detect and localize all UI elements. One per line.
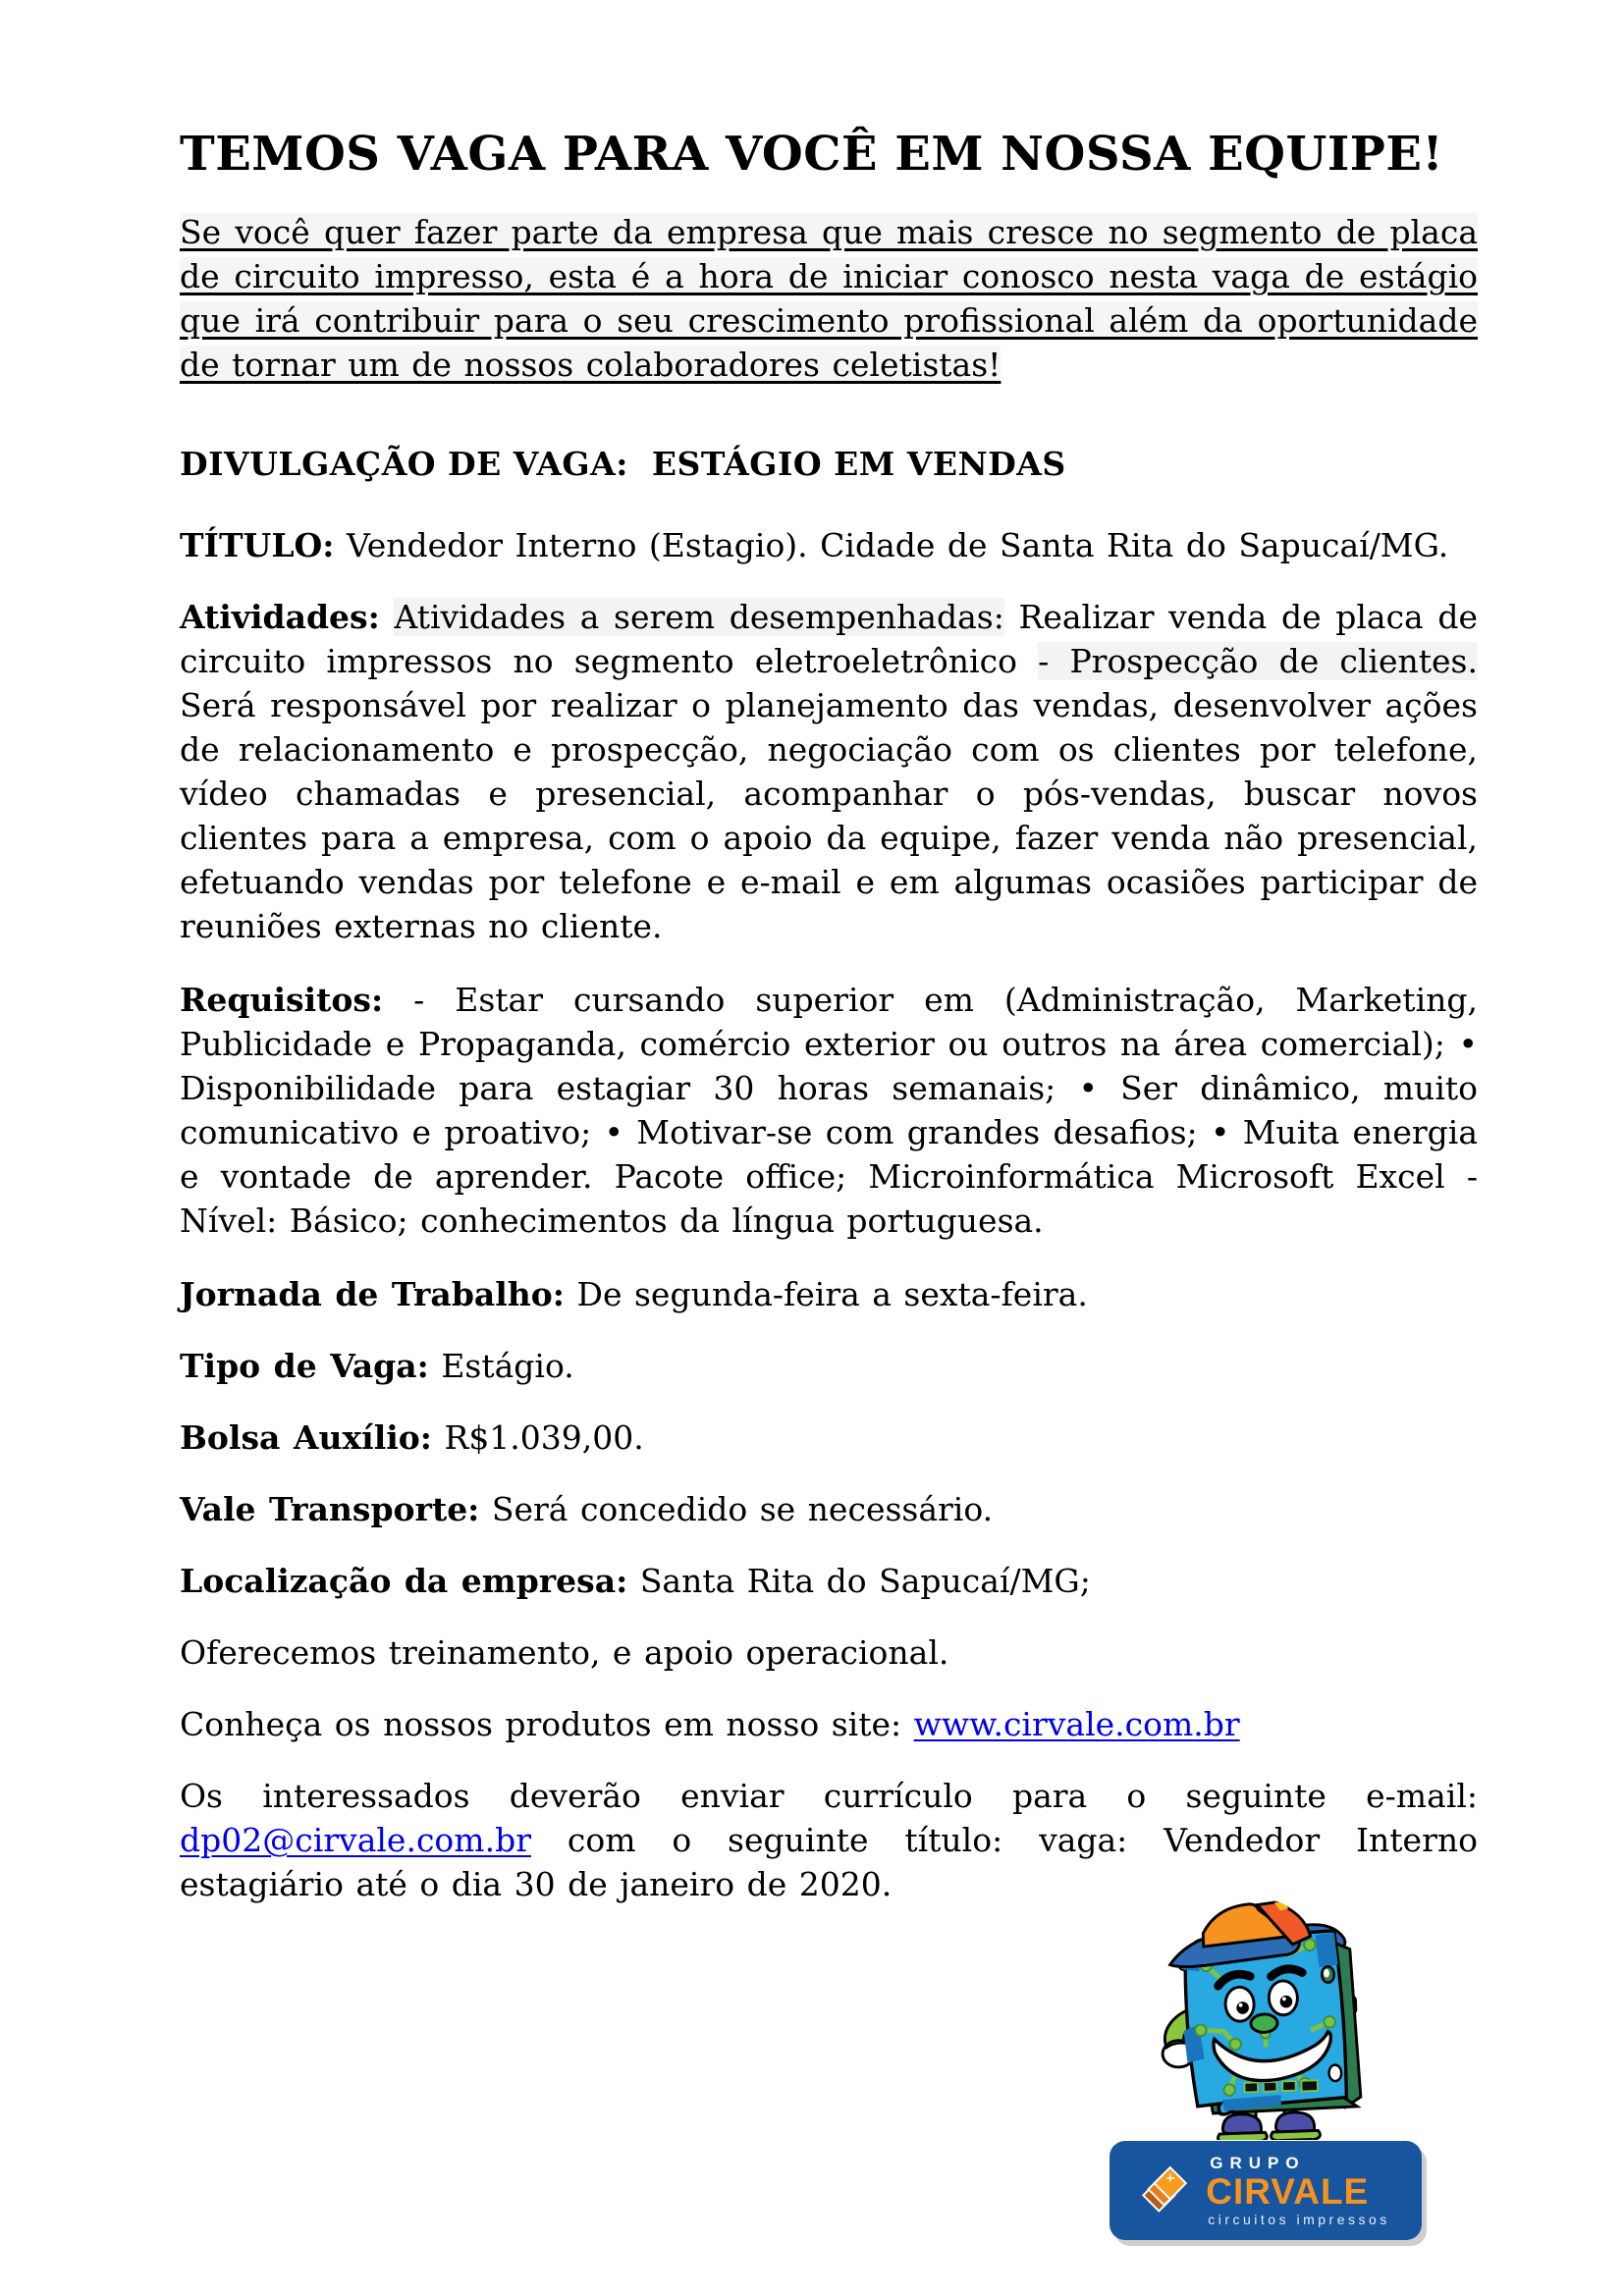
requisitos-value: - Estar cursando superior em (Administração, Marketing, Publicidade e Propaganda, comércio exterior ou outros na área comercial); • Disponibilidade para estagiar 30 horas semanais; • Ser dinâmico, muito comunicativo e proativo; • Motivar-se com grandes desafios; • Muita energia e vontade de aprender. Pacote office; Microinformática Microsoft Excel - Nível: Básico; conhecimentos da língua portuguesa. [180,981,1478,1240]
atividades-highlight-1: Atividades a serem desempenhadas: [394,598,1004,636]
website-link[interactable]: www.cirvale.com.br [913,1705,1240,1743]
cirvale-mascot-illustration [1151,1887,1379,2140]
atividades-text-middle: Realizar venda de placa de circuito impressos no segmento eletroeletrônico [180,598,1479,680]
paragraph-oferecemos: Oferecemos treinamento, e apoio operacional. [180,1633,949,1672]
tipo-vaga-label: Tipo de Vaga: [180,1347,429,1385]
field-vale-transporte [180,1487,1478,1531]
logo-grupo-text: GRUPO [1210,2154,1306,2172]
paragraph-atividades [180,595,1478,948]
field-titulo [180,523,1478,567]
contato-text-before: Os interessados deverão enviar currículo para o seguinte e-mail: [180,1777,1478,1815]
intro-underlined-text: Se você quer fazer parte da empresa que mais cresce no segmento de placa de circuito impresso, esta é a hora de iniciar conosco nesta vaga de estágio que irá contribuir para o seu crescimento profissional além da oportunidade de tornar um de nossos colaboradores celetistas! [180,213,1478,384]
cirvale-logo-icon [1141,2163,1196,2218]
vale-transporte-label: Vale Transporte: [180,1490,480,1528]
atividades-highlight-2: - Prospecção de clientes. [1038,642,1478,680]
localizacao-label: Localização da empresa: [180,1562,628,1600]
page-title: TEMOS VAGA PARA VOCÊ EM NOSSA EQUIPE! [180,127,1444,182]
titulo-value: Vendedor Interno (Estagio). Cidade de Santa Rita do Sapucaí/MG. [346,526,1449,564]
site-line-prefix: Conheça os nossos produtos em nosso site: [180,1705,902,1743]
intro-paragraph [180,210,1478,387]
atividades-text-rest: Será responsável por realizar o planejamento das vendas, desenvolver ações de relacionamento e prospecção, negociação com os clientes por telefone, vídeo chamadas e presencial, acompanhar o pós-vendas, buscar novos clientes para a empresa, com o apoio da equipe, fazer venda não presencial, efetuando vendas por telefone e e-mail e em algumas ocasiões participar de reuniões externas no cliente. [180,686,1478,945]
vale-transporte-value: Será concedido se necessário. [491,1490,994,1528]
bolsa-value: R$1.039,00. [444,1418,644,1457]
field-jornada [180,1272,1478,1316]
localizacao-value: Santa Rita do Sapucaí/MG; [639,1562,1091,1600]
pcb-mascot-icon [1151,1887,1379,2140]
paragraph-site [180,1702,1478,1746]
email-link[interactable]: dp02@cirvale.com.br [180,1821,531,1859]
tipo-vaga-value: Estágio. [441,1347,574,1385]
contato-text-after: com o seguinte título: vaga: Vendedor Interno estagiário até o dia 30 de janeiro de 2020. [180,1821,1478,1903]
jornada-value: De segunda-feira a sexta-feira. [576,1275,1088,1313]
logo-tagline-text: circuitos impressos [1208,2212,1390,2227]
section-heading: DIVULGAÇÃO DE VAGA: ESTÁGIO EM VENDAS [180,445,1066,483]
field-bolsa [180,1415,1478,1460]
field-tipo-vaga [180,1344,1478,1388]
atividades-label: Atividades: [180,598,380,636]
field-localizacao [180,1559,1478,1603]
jornada-label: Jornada de Trabalho: [180,1275,565,1313]
cirvale-logo-box [1110,2141,1422,2240]
paragraph-requisitos [180,978,1478,1243]
bolsa-label: Bolsa Auxílio: [180,1418,432,1457]
requisitos-label: Requisitos: [180,981,384,1019]
logo-cirvale-text: CIRVALE [1206,2171,1370,2212]
titulo-label: TÍTULO: [180,526,335,564]
document-body [180,126,1478,1936]
